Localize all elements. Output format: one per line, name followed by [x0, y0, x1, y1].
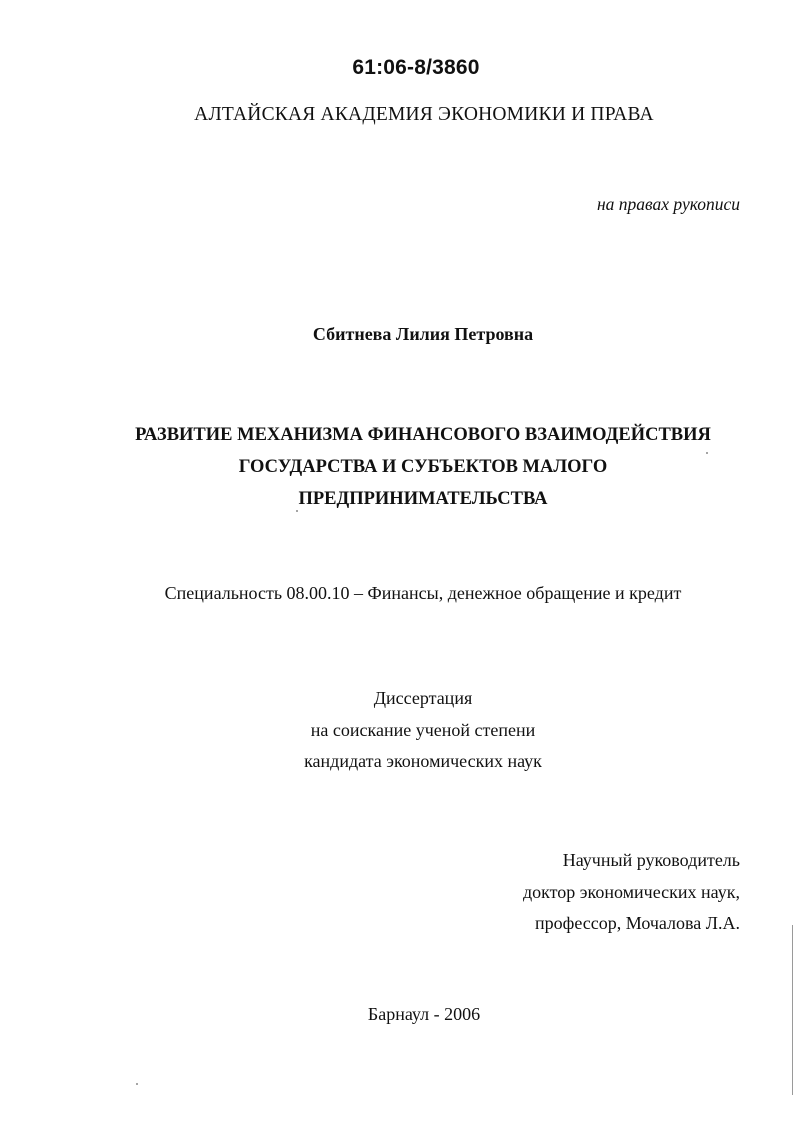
degree-line: на соискание ученой степени	[310, 719, 536, 740]
title-line: РАЗВИТИЕ МЕХАНИЗМА ФИНАНСОВОГО ВЗАИМОДЕЙСТВИЯ	[135, 425, 711, 445]
degree-line: Диссертация	[373, 688, 473, 708]
supervisor-line: Научный руководитель	[562, 850, 740, 870]
scan-speck	[136, 1083, 138, 1085]
degree-block	[0, 683, 798, 778]
title-line: ПРЕДПРИНИМАТЕЛЬСТВА	[298, 489, 548, 509]
scan-speck	[296, 510, 298, 512]
specialty-line: Специальность 08.00.10 – Финансы, денежное обращение и кредит	[164, 583, 682, 603]
dissertation-title	[0, 419, 798, 515]
scan-artifact-line	[792, 925, 793, 1095]
supervisor-block	[523, 845, 740, 940]
author-name: Сбитнева Лилия Петровна	[312, 324, 534, 344]
place-year: Барнаул - 2006	[367, 1004, 481, 1024]
title-line: ГОСУДАРСТВА И СУБЪЕКТОВ МАЛОГО	[238, 457, 608, 477]
supervisor-line: профессор, Мочалова Л.А.	[535, 913, 740, 933]
institution-name: АЛТАЙСКАЯ АКАДЕМИЯ ЭКОНОМИКИ И ПРАВА	[194, 104, 654, 125]
scan-speck	[706, 452, 708, 454]
degree-line: кандидата экономических наук	[304, 751, 542, 771]
registry-code: 61:06-8/3860	[352, 56, 480, 79]
supervisor-line: доктор экономических наук,	[523, 881, 740, 902]
manuscript-note: на правах рукописи	[597, 194, 740, 214]
